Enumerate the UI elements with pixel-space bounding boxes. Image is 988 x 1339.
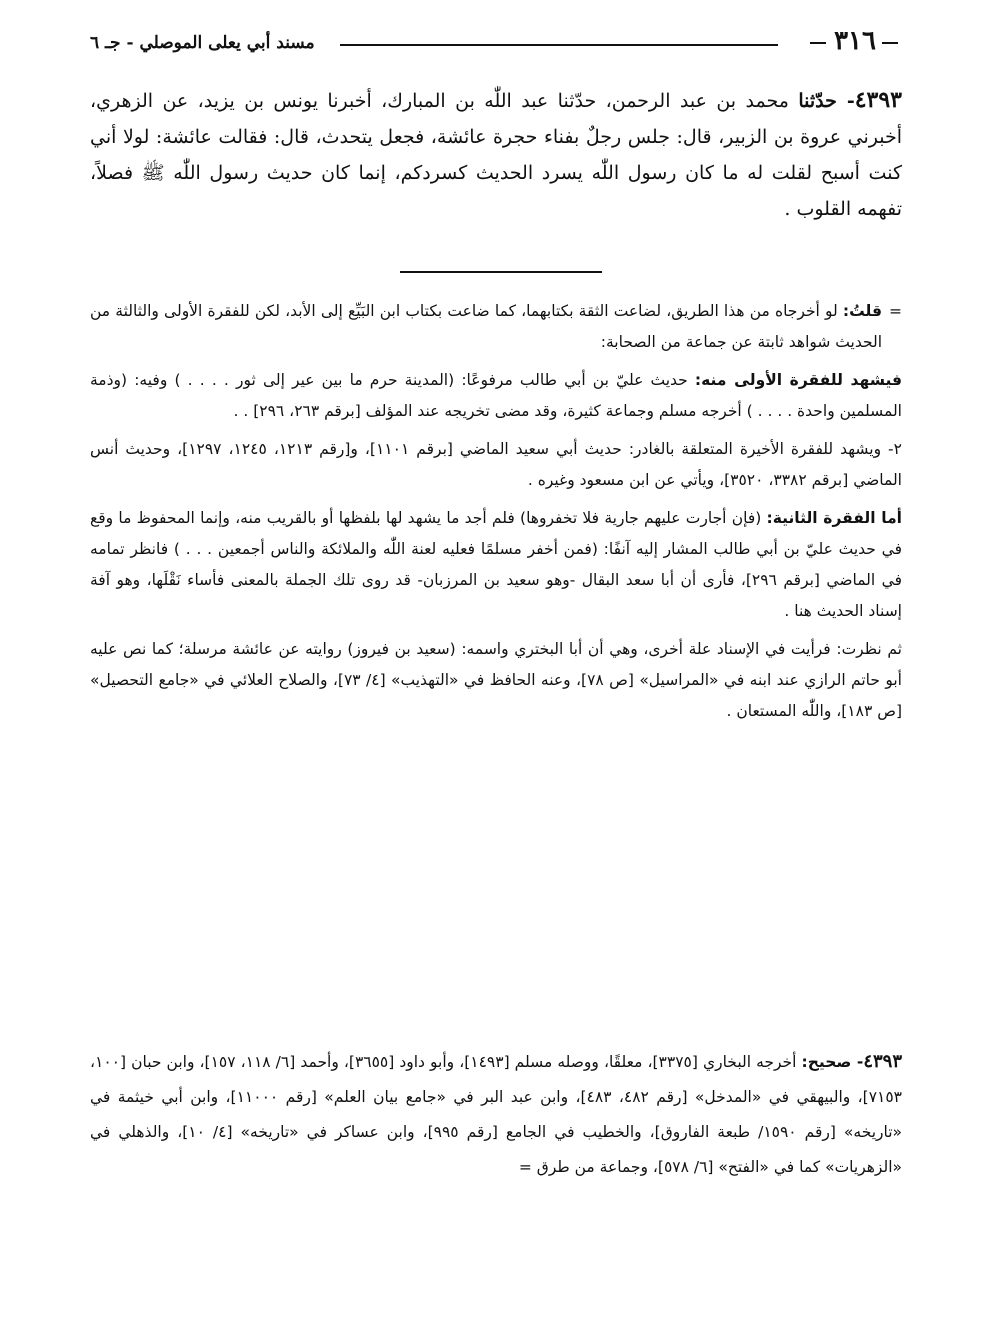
note-paragraph xyxy=(90,365,902,427)
header-rule xyxy=(340,44,778,46)
note-text: لو أخرجاه من هذا الطريق، لضاعت الثقة بكتابهما، كما ضاعت بكتاب ابن البَيِّع إلى الأبد، لكن للفقرة الأولى والثالثة من الحديث شواهد ثابتة عن جماعة من الصحابة: xyxy=(90,302,882,351)
note-lead: قلتُ: xyxy=(842,302,882,320)
hadith-lead: حدّثنا xyxy=(798,90,837,112)
book-title: مسند أبي يعلى الموصلي - جـ ٦ xyxy=(90,33,315,53)
hadith-number: ٤٣٩٣ xyxy=(854,87,902,113)
note-text: حديث عليّ بن أبي طالب مرفوعًا: (المدينة حرم ما بين عير إلى ثور . . . . ) وفيه: (وذمة المسلمين واحدة . . . . ) أخرجه مسلم وجماعة كثيرة، وقد مضى تخريجه عند المؤلف [برقم ٢٦٣، ٢٩٦] . . xyxy=(90,371,902,420)
note-text: ثم نظرت: فرأيت في الإسناد علة أخرى، وهي أن أبا البختري واسمه: (سعيد بن فيروز) روايته عن عائشة مرسلة؛ كما نص عليه أبو حاتم الرازي عند ابنه في «المراسيل» [ص ٧٨]، وعنه الحافظ في «التهذيب» [٤/ ٧٣]، والصلاح العلائي في «جامع التحصيل» [ص ١٨٣]، واللّٰه المستعان . xyxy=(90,640,902,720)
takhrij-number: ٤٣٩٣ xyxy=(863,1051,902,1072)
continuation-mark: = xyxy=(889,302,902,320)
page-number: ٣١٦ xyxy=(834,26,898,56)
note-lead: فيشهد للفقرة الأولى منه: xyxy=(694,371,902,389)
note-lead: أما الفقرة الثانية: xyxy=(766,509,902,527)
takhrij-lead: صحيح: xyxy=(801,1053,852,1071)
note-paragraph xyxy=(90,434,902,496)
running-header xyxy=(90,26,898,56)
note-paragraph xyxy=(90,503,902,627)
footnotes xyxy=(90,296,902,734)
note-text: ٢- ويشهد للفقرة الأخيرة المتعلقة بالغادر: حديث أبي سعيد الماضي [برقم ١١٠١]، و[رقم ١٢١٣، ١٢٤٥، ١٢٩٧]، وحديث أنس الماضي [برقم ٣٣٨٢، ٣٥٢٠]، ويأتي عن ابن مسعود وغيره . xyxy=(90,440,902,489)
hadith-text: ٤٣٩٣- حدّثنا محمد بن عبد الرحمن، حدّثنا عبد اللّٰه بن المبارك، أخبرنا يونس بن يزيد، عن الزهري، أخبرني عروة بن الزبير، قال: جلس رجلٌ بفناء حجرة عائشة، فجعل يتحدث، قال: فقالت عائشة: لولا أني كنت أسبح لقلت له ما كان رسول اللّٰه يسرد الحديث كسردكم، إنما كان حديث رسول اللّٰه ﷺ فصلاً، تفهمه القلوب . xyxy=(90,87,902,220)
hadith-body: محمد بن عبد الرحمن، حدّثنا عبد اللّٰه بن المبارك، أخبرنا يونس بن يزيد، عن الزهري، أخبرني عروة بن الزبير، قال: جلس رجلٌ بفناء حجرة عائشة، فجعل يتحدث، قال: فقالت عائشة: لولا أني كنت أسبح لقلت له ما كان رسول اللّٰه يسرد الحديث كسردكم، إنما كان حديث رسول اللّٰه ﷺ فصلاً، تفهمه القلوب . xyxy=(90,90,902,220)
note-paragraph xyxy=(90,634,902,727)
note-paragraph xyxy=(90,296,902,358)
takhrij-text: أخرجه البخاري [٣٣٧٥]، معلقًا، ووصله مسلم [١٤٩٣]، وأبو داود [٣٦٥٥]، وأحمد [٦/ ١١٨، ١٥٧]، وابن حبان [١٠٠، ٧١٥٣]، والبيهقي في «المدخل» [رقم ٤٨٢، ٤٨٣]، وابن عبد البر في «جامع بيان العلم» [رقم ١١٠٠٠]، وابن أبي خيثمة في «تاريخه» [رقم ١٥٩٠/ طبعة الفاروق]، والخطيب في الجامع [رقم ٩٩٥]، وابن عساكر في «تاريخه» [٤/ ١٠]، والذهلي في «الزهريات» كما في «الفتح» [٦/ ٥٧٨]، وجماعة من طرق = xyxy=(90,1053,903,1176)
footnote-separator xyxy=(400,271,602,273)
takhrij-section: ٤٣٩٣- صحيح: أخرجه البخاري [٣٣٧٥]، معلقًا، ووصله مسلم [١٤٩٣]، وأبو داود [٣٦٥٥]، وأحمد [٦/ ١١٨، ١٥٧]، وابن حبان [١٠٠، ٧١٥٣]، والبيهقي في «المدخل» [رقم ٤٨٢، ٤٨٣]، وابن عبد البر في «جامع بيان العلم» [رقم ١١٠٠٠]، وابن أبي خيثمة في «تاريخه» [رقم ١٥٩٠/ طبعة الفاروق]، والخطيب في الجامع [رقم ٩٩٥]، وابن عساكر في «تاريخه» [٤/ ١٠]، والذهلي في «الزهريات» كما في «الفتح» [٦/ ٥٧٨]، وجماعة من طرق = xyxy=(90,1051,903,1176)
note-text: (فإن أجارت عليهم جارية فلا تخفروها) فلم أجد ما يشهد لها بلفظها أو بالقريب منه، وإنما المحفوظ ما وقع في حديث عليّ بن أبي طالب المشار إليه آنفًا: (فمن أخفر مسلمًا فعليه لعنة اللّٰه والملائكة والناس أجمعين . . . ) فانظر تمامه في الماضي [برقم ٢٩٦]، فأرى أن أبا سعد البقال -وهو سعيد بن المرزبان- قد روى تلك الجملة بالمعنى فأساء نَقْلَها، وهو آفة إسناد الحديث هنا . xyxy=(90,509,902,620)
